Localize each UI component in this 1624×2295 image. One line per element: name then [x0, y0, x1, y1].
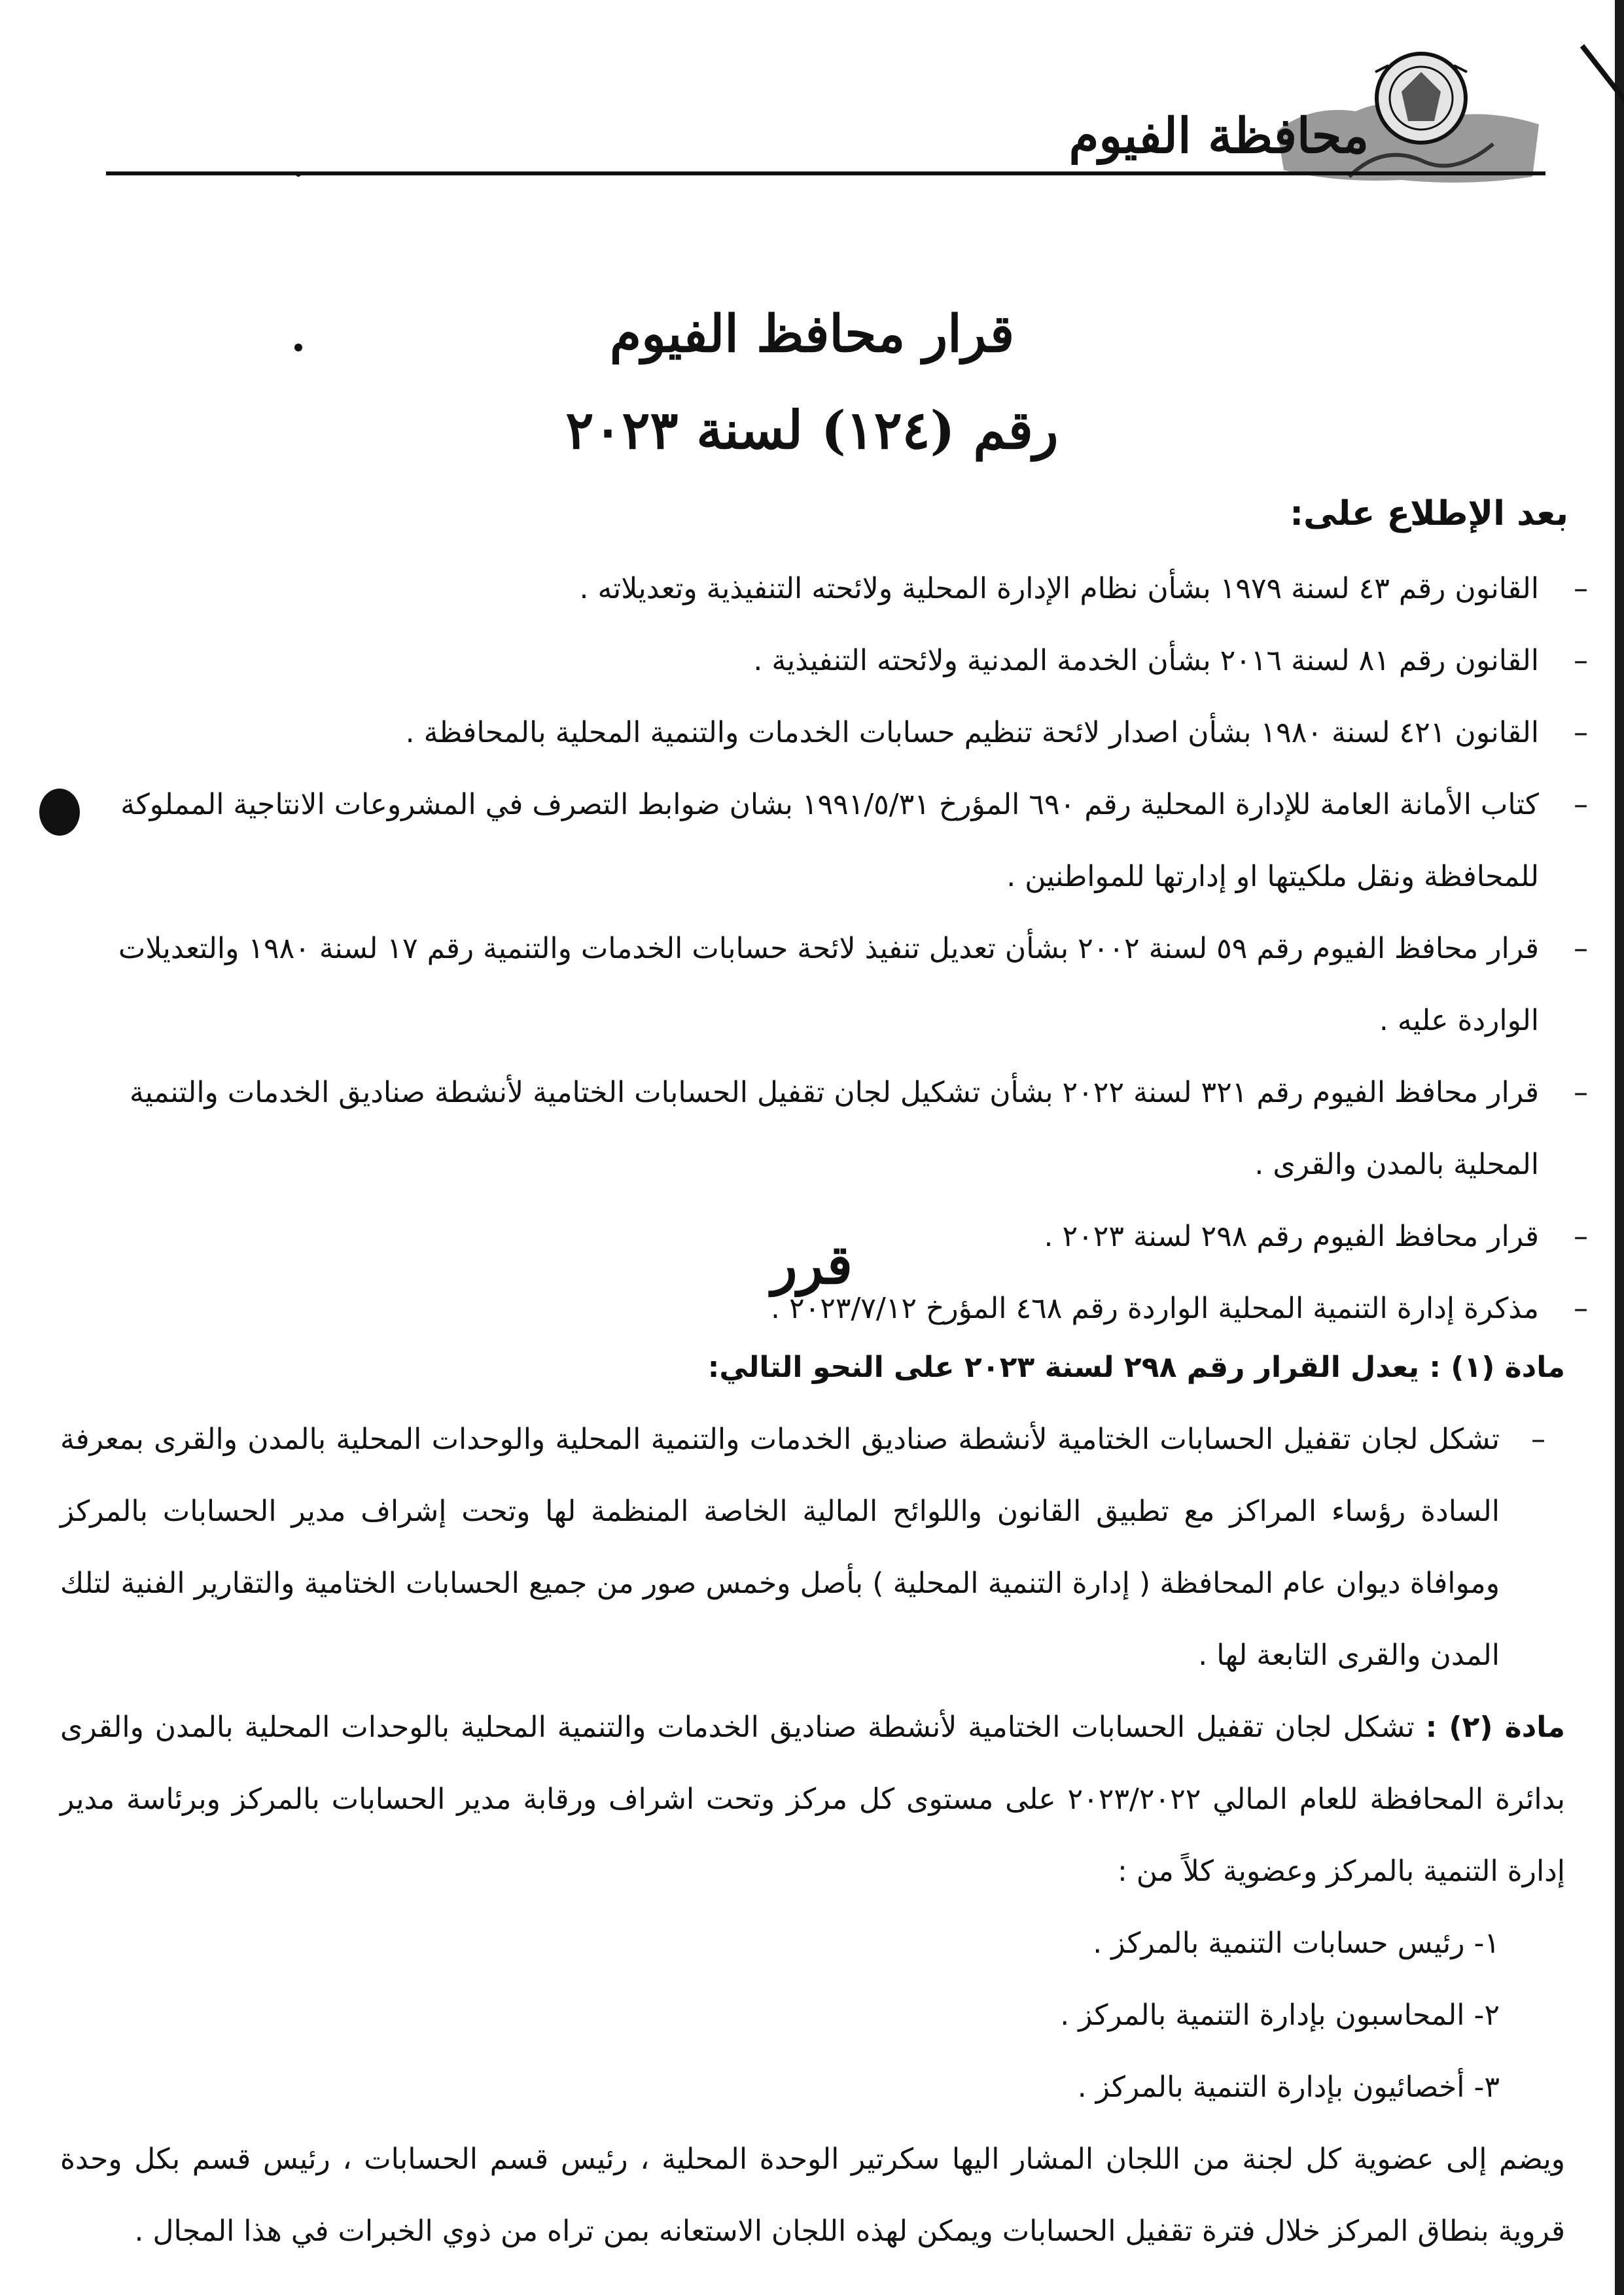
list-dash: –	[1574, 572, 1588, 605]
list-dash: –	[1574, 1076, 1588, 1109]
preamble-item: – قرار محافظ الفيوم رقم ٥٩ لسنة ٢٠٠٢ بشأن تعديل تنفيذ لائحة حسابات الخدمات والتنمية رقم ١٧ لسنة ١٩٨٠ والتعديلات الواردة عليه .	[80, 913, 1539, 1057]
header-divider	[106, 171, 1545, 175]
preamble-item: – كتاب الأمانة العامة للإدارة المحلية رقم ٦٩٠ المؤرخ ١٩٩١/٥/٣١ بشان ضوابط التصرف في المشروعات الانتاجية المملوكة للمحافظة ونقل ملكيتها او إدارتها للمواطنين .	[80, 769, 1539, 913]
scan-speck	[296, 171, 301, 177]
preamble-item: – القانون رقم ٨١ لسنة ٢٠١٦ بشأن الخدمة المدنية ولائحته التنفيذية .	[80, 625, 1539, 697]
list-dash: –	[1574, 716, 1588, 749]
header-title: محافظة الفيوم	[1068, 108, 1369, 164]
preamble-list	[80, 553, 1588, 1345]
letterhead	[106, 46, 1545, 190]
committee-members-list	[60, 1908, 1565, 2124]
list-dash: –	[1574, 788, 1588, 821]
list-dash: –	[1574, 644, 1588, 677]
list-dash: –	[1574, 1220, 1588, 1253]
article-2-closing: ويضم إلى عضوية كل لجنة من اللجان المشار اليها سكرتير الوحدة المحلية ، رئيس قسم الحسابات ، رئيس قسم بكل وحدة قروية بنطاق المركز خلال فترة تقفيل الحسابات ويمكن لهذه اللجان الاستعانه بمن تراه من ذوي الخبرات في هذا المجال .	[60, 2143, 1565, 2248]
member-item: ٣- أخصائيون بإدارة التنمية بالمركز .	[1077, 2071, 1500, 2104]
list-dash: –	[1531, 1423, 1545, 1456]
article-2-text: تشكل لجان تقفيل الحسابات الختامية لأنشطة صناديق الخدمات والتنمية المحلية بالوحدات المحلية بالمدن والقرى بدائرة المحافظة للعام المالي ٢٠٢٣/٢٠٢٢ على مستوى كل مركز وتحت اشراف ورقابة مدير الحسابات بالمركز وبرئاسة مدير إدارة التنمية بالمركز وعضوية كلاً من :	[60, 1711, 1565, 1888]
member-item: ٢- المحاسبون بإدارة التنمية بالمركز .	[1060, 1999, 1500, 2032]
preamble-item: – القانون ٤٢١ لسنة ١٩٨٠ بشأن اصدار لائحة تنظيم حسابات الخدمات والتنمية المحلية بالمحافظة .	[80, 697, 1539, 769]
preamble-item: – قرار محافظ الفيوم رقم ٣٢١ لسنة ٢٠٢٢ بشأن تشكيل لجان تقفيل الحسابات الختامية لأنشطة صناديق الخدمات والتنمية المحلية بالمدن والقرى .	[80, 1057, 1539, 1201]
preamble-item: – القانون رقم ٤٣ لسنة ١٩٧٩ بشأن نظام الإدارة المحلية ولائحته التنفيذية وتعديلاته .	[80, 553, 1539, 625]
decision-body	[60, 1332, 1565, 2268]
article-2-paragraph	[60, 1692, 1565, 1908]
hole-punch-mark	[39, 789, 80, 836]
list-dash: –	[1574, 1292, 1588, 1325]
preamble-item: – قرار محافظ الفيوم رقم ٢٩٨ لسنة ٢٠٢٣ .	[80, 1201, 1539, 1273]
article-1-text: – تشكل لجان تقفيل الحسابات الختامية لأنشطة صناديق الخدمات والتنمية المحلية والوحدات المحلية بالمدن والقرى بمعرفة السادة رؤساء المراكز مع تطبيق القانون واللوائح المالية الخاصة المنظمة لها وتحت إشراف مدير الحسابات بالمركز وموافاة ديوان عام المحافظة ( إدارة التنمية المحلية ) بأصل وخمس صور من جميع الحسابات الختامية والتقارير الفنية لتلك المدن والقرى التابعة لها .	[60, 1404, 1545, 1692]
article-2-heading: مادة (٢) :	[1425, 1711, 1565, 1744]
preamble-item: – مذكرة إدارة التنمية المحلية الواردة رقم ٤٦٨ المؤرخ ٢٠٢٣/٧/١٢ .	[80, 1273, 1539, 1345]
member-item: ١- رئيس حسابات التنمية بالمركز .	[1093, 1927, 1500, 1960]
article-1-heading: مادة (١) : يعدل القرار رقم ٢٩٨ لسنة ٢٠٢٣ على النحو التالي:	[707, 1351, 1565, 1384]
preamble-intro: بعد الإطلاع على:	[1290, 494, 1568, 533]
decides-heading: قرر	[771, 1234, 853, 1296]
decision-title: قرار محافظ الفيوم	[609, 304, 1015, 364]
decision-number: رقم (١٢٤) لسنة ٢٠٢٣	[565, 399, 1059, 461]
list-dash: –	[1574, 932, 1588, 965]
